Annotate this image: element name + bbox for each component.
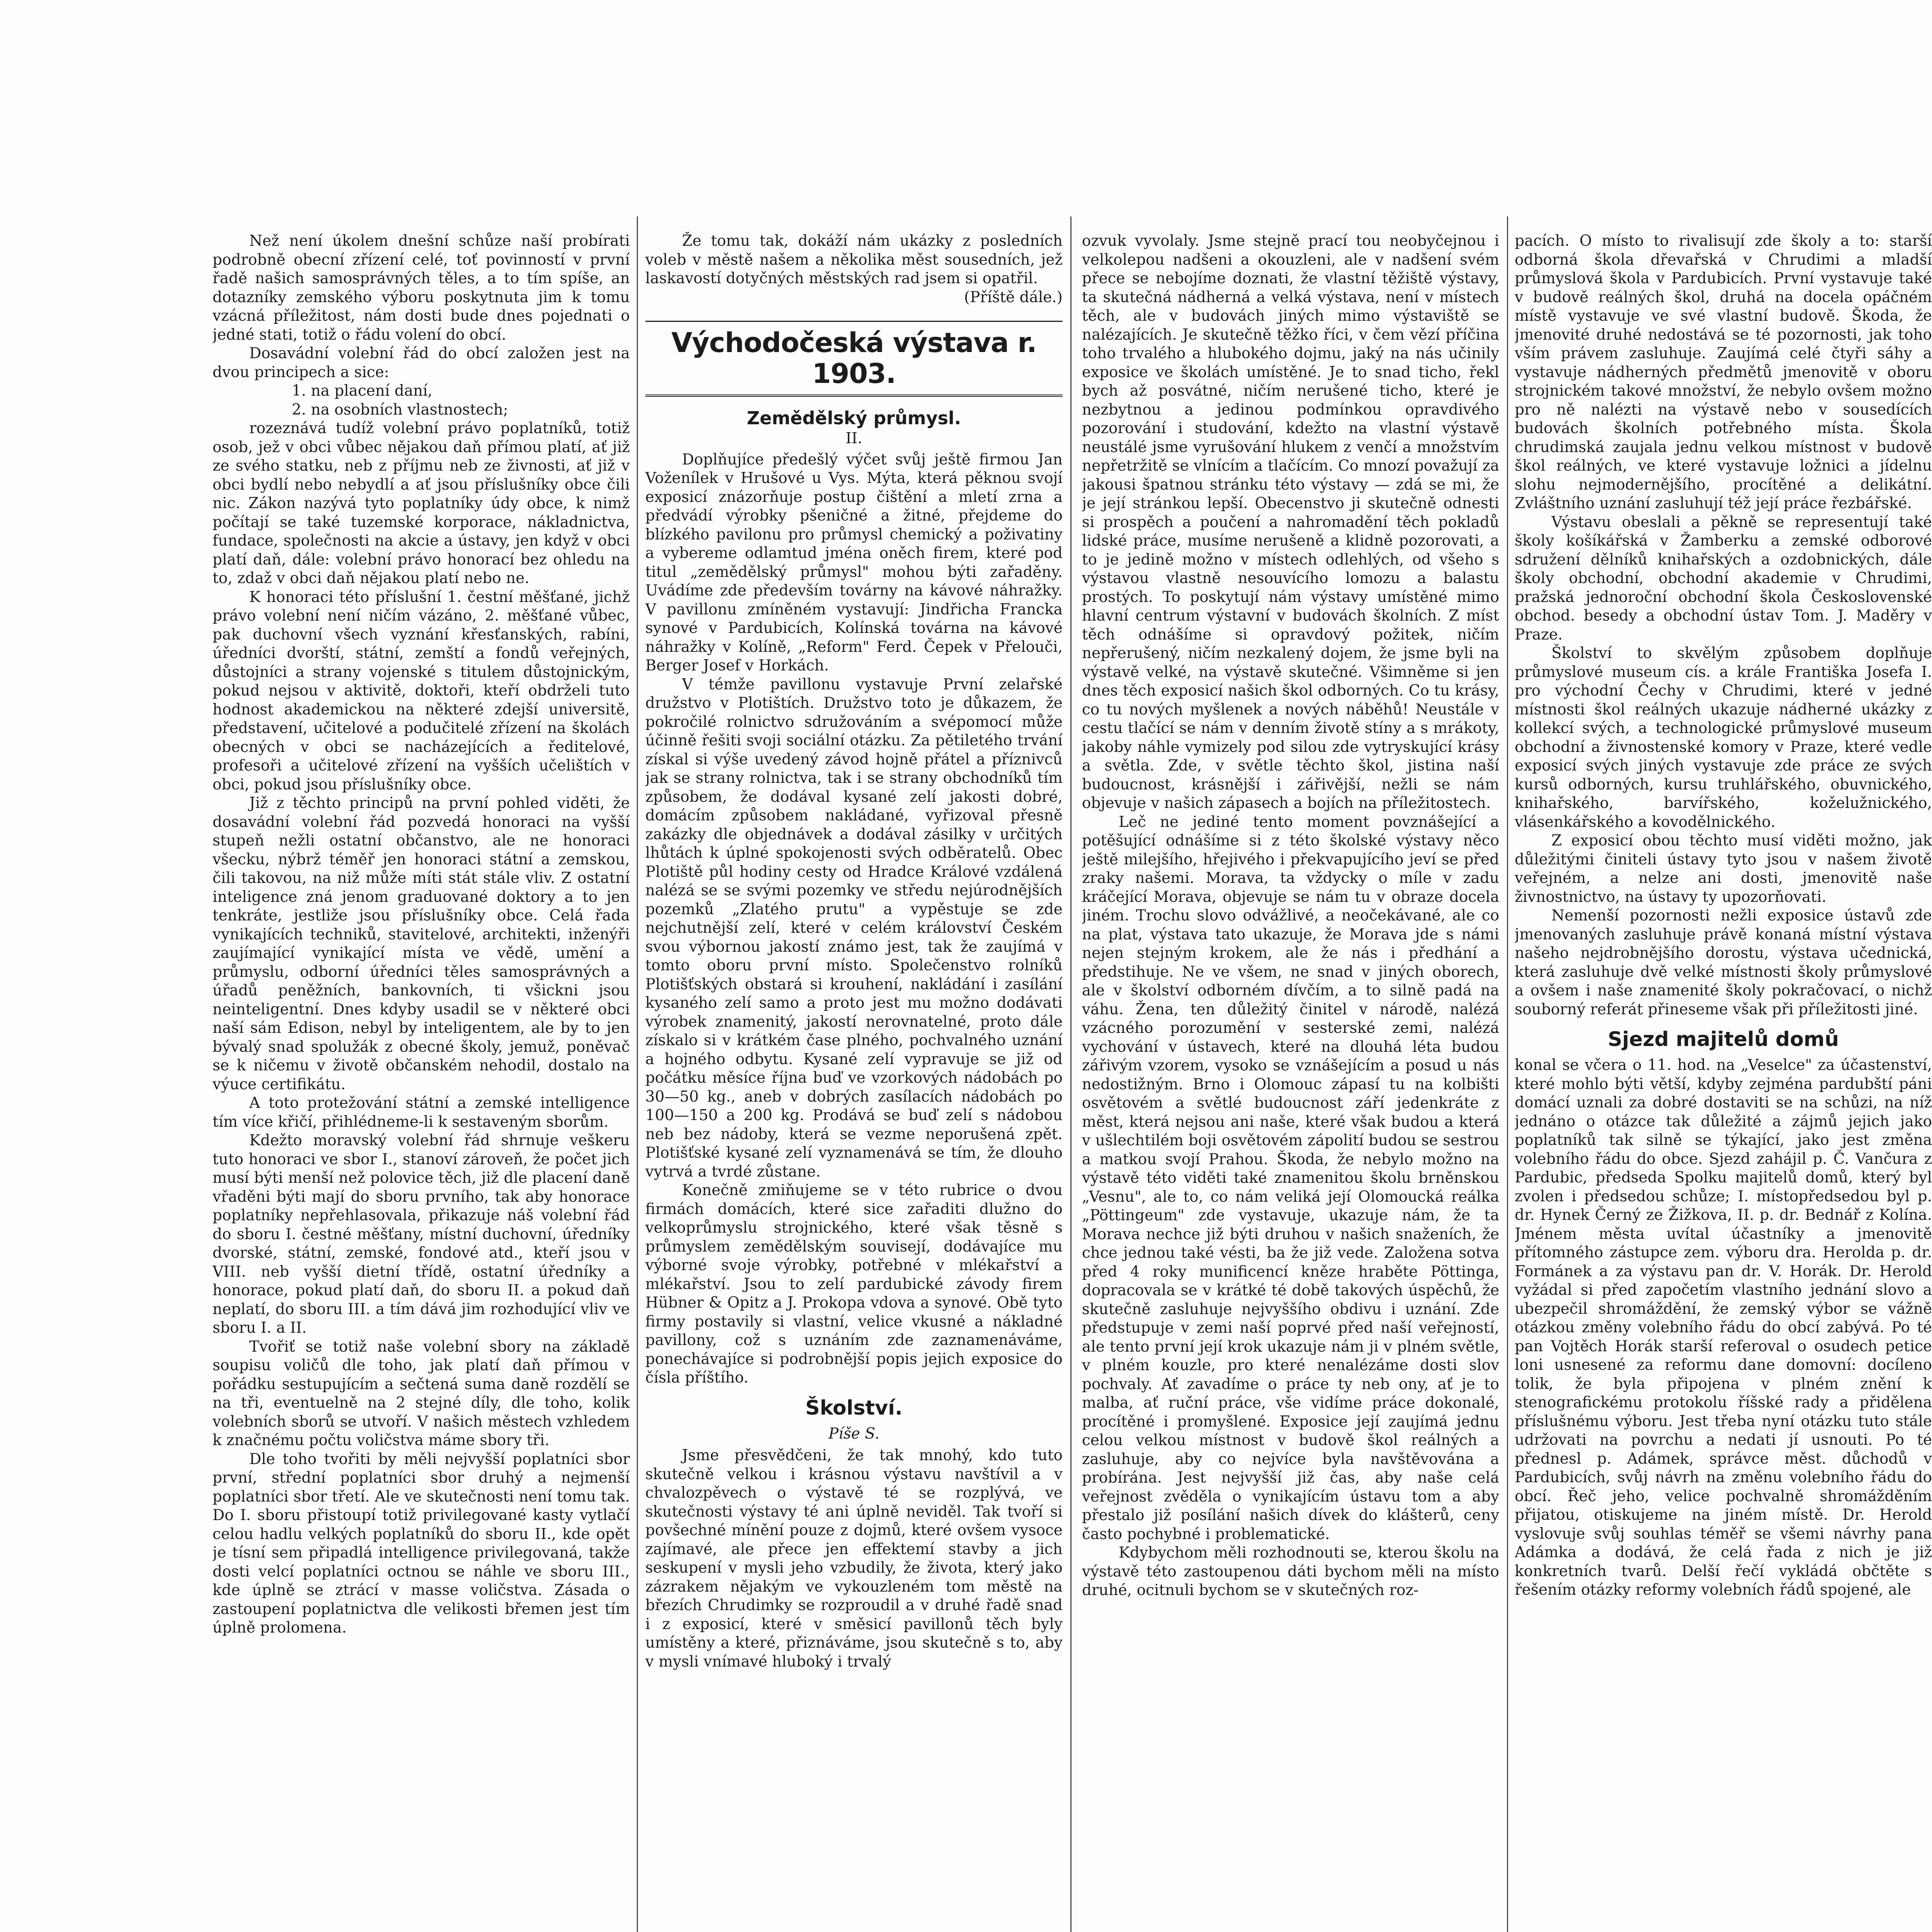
column-rule: [637, 216, 638, 1932]
paragraph: A toto protežování státní a zemské intelligence tím více křičí, přihlédneme-li k sestaveným sborům.: [213, 1094, 630, 1131]
column-rule: [1507, 216, 1508, 1932]
column-1: [213, 232, 630, 1932]
article-heading: Východočeská výstava r. 1903.: [645, 321, 1063, 397]
paragraph: Konečně zmiňujeme se v této rubrice o dvou firmách domácích, které sice zařaditi dlužno do velkoprůmyslu strojnického, které však těsně s průmyslem zemědělským souvisejí, dodávajíce mu výborné svoje výrobky, potřebné v mlékařství a mlékařství. Jsou to zelí pardubické závody firem Hübner & Opitz a J. Prokopa vdova a synové. Obě tyto firmy postavily si vlastní, velice vkusné a nákladné pavillony, což s uznáním zde zaznamenáváme, ponechávajíce si podrobnější popis jejich exposice do čísla příštího.: [645, 1182, 1063, 1386]
paragraph: Jsme přesvědčeni, že tak mnohý, kdo tuto skutečně velkou i krásnou výstavu navštívil a v chvalozpěvech o výstavě té se rozplývá, ve skutečnosti výstavy té ani úplně neviděl. Tak tvoří si povšechné mínění pouze z dojmů, které ovšem vysoce zajímavé, ale přece jen effektemí stavby a jich seskupení v mysli jeho vzbudily, že života, který jako zázrakem nějakým ve vykouzleném tom městě na březích Chrudimky se rozproudil a v druhé řadě snad i z exposicí, které v směsicí pavillonů těch byly umístěny a které, přiznáváme, jsou skutečně s to, aby v mysli vnímavé hluboký i trvalý: [645, 1447, 1063, 1670]
part-number: II.: [845, 430, 862, 447]
paragraph: Již z těchto principů na první pohled viděti, že dosavádní volební řád pozvedá honoraci na vyšší stupeň nežli ostatní občanstvo, ale ne honoraci všecku, nýbrž téměř jen honoraci státní a zemskou, čili takovou, na niž může míti stát stále vliv. Z ostatní inteligence zná jenom graduované doktory a to jen tenkráte, jestliže jsou příslušníky obce. Celá řada vynikajících techniků, stavitelové, architekti, inženýři zaujímající vynikající místa ve vědě, umění a průmyslu, odborní úředníci těles samosprávných a úřadů peněžních, bankovních, ti všickni jsou neinteligentní. Dnes kdyby usadil se v některé obci naší sám Edison, nebyl by inteligentem, ale by to jen bývalý snad spolužák z obecné školy, jemuž, poněvač se k ničemu v životě občanském nehodil, dostalo na výuce certifikátu.: [213, 794, 630, 1093]
paragraph: Dosavádní volební řád do obcí založen jest na dvou principech a sice:: [213, 345, 630, 381]
paragraph: V témže pavillonu vystavuje První zelařské družstvo v Plotištích. Družstvo toto je důkazem, že pokročilé rolnictvo sdružováním a svépomocí může účinně řešiti svoji sociální otázku. Za pětiletého trvání získal si výše uvedený závod hojně přátel a příznivců jak se strany rolnictva, tak i se strany obchodníků tím způsobem, že dodával kysané zelí jakosti dobré, domácím způsobem nakládané, vyřizoval přesně zakázky dle objednávek a dodával zásilky v určitých lhůtách k úplné spokojenosti svých odběratelů. Obec Plotiště půl hodiny cesty od Hradce Králové vzdálená nalézá se se svými pozemky ve středu nejúrodnějších pozemků „Zlatého prutu" a vypěstuje se zde nejchutnější zelí, které v celém království Českém svou výbornou jakostí známo jest, tak že zaujímá v tomto oboru první místo. Společenstvo rolníků Plotišťských obstará si krouhení, nakládání i zasílání kysaného zelí samo a proto jest mu možno dodávati výrobek znamenitý, jakostí nerovnatelné, proto dále získalo si v krátkém čase plného, pochvalného uznání a hojného odbytu. Kysané zelí vypravuje se již od počátku měsíce října buď ve vzorkových nádobách po 30—50 kg., aneb v dobrých zasílacích nádobách po 100—150 a 200 kg. Prodává se buď zelí s nádobou neb bez nádoby, která se vezme neporušená zpět. Plotišťské kysané zelí vyznamenává se tím, že dlouho vytrvá a tvrdé zůstane.: [645, 675, 1063, 1180]
section-heading: Sjezd majitelů domů: [1607, 1028, 1839, 1051]
paragraph: ozvuk vyvolaly. Jsme stejně prací tou neobyčejnou i velkolepou nadšeni a okouzleni, ale v nadšení svém přece se nebojíme doznati, že vlastní těžiště výstavy, ta skutečná nádherná a velká výstava, není v místech těch, ale v budovách jiných mimo výstaviště se nalézajících. Je skutečně těžko říci, v čem vězí příčina toho trvalého a hlubokého dojmu, jaký na nás učinily exposice ve školách umístěné. Je to snad ticho, řekl bych až posvátné, ničím nerušené ticho, které je nezbytnou a jedinou podmínkou opravdivého pozorování i studování, kdežto na vlastní výstavě neustálé jsme vyrušování hlukem z venčí a množstvím nepřetržitě se vlnícím a tlačícím. Co mnozí považují za jakousi špatnou stránku této výstavy — zdá se mi, že je její stránkou lepší. Obecenstvo ji skutečně odnesti si prospěch a poučení a nahromadění těch pokladů lidské práce, musíme nerušeně a klidně pozorovati, a to je jedině možno v místech odlehlých, od všeho s výstavou vlastně nesouvícího lomozu a balastu prostých. To poskytují nám výstavy umístěné mimo hlavní centrum výstavní v budovách školních. Z míst těch odnášíme si opravdový požitek, ničím nepřerušený, ničím nezkalený dojem, že jsme byli na výstavě velké, na výstavě skutečné. Všimněme si jen dnes těch exposicí našich škol odborných. Co tu krásy, co tu nových myšlenek a nových náběhů! Neustále v cestu tlačící se nám v denním životě stíny a s mrákoty, jakoby náhle vymizely pod silou zde vytryskující krásy a světla. Zde, v světle těchto škol, jistina naší budoucnost, krásnější i zářivější, nežli se nám objevuje v našich zápasech a bojích na příležitostech.: [1082, 232, 1499, 812]
byline: Píše S.: [828, 1425, 879, 1442]
paragraph: Že tomu tak, dokáží nám ukázky z posledních voleb v městě našem a několika měst sousedních, jež laskavostí dotyčných městských rad jsem si opatřil.: [645, 232, 1063, 287]
article-subheading: Zemědělský průmysl.: [747, 408, 961, 429]
paragraph: konal se včera o 11. hod. na „Veselce" za účastenství, které mohlo býti větší, kdyby zejména pardubští páni domácí uznali za dobré dostaviti se na schůzi, na níž jednáno o otázce tak důležité a zájmů jejich jako poplatníků tak silně se týkající, jako jest změna volebního řádu do obce. Sjezd zahájil p. Č. Vančura z Pardubic, předseda Spolku majitelů domů, který byl zvolen i předsedou schůze; I. místopředsedou byl p. dr. Hynek Černý ze Žižkova, II. p. dr. Bednář z Kolína. Jménem města uvítal účastníky a jmenovitě přítomného zástupce zem. výboru dra. Herolda p. dr. Formánek a za výstavu pan dr. V. Horák. Dr. Herold vyžádal si před započetím vlastního jednání slovo a ubezpečil shromáždění, že zemský výbor se vážně otázkou změny volebního řádu do obcí zabývá. Po té pan Vojtěch Horák starší referoval o osudech petice loni usnesené za reformu dane domovní: docíleno tolik, že byla připojena v plném znění k stenografickému protokolu říšské rady a přidělena příslušnému výboru. Jest třeba nyní otázku tuto stále udržovati na povrchu a nedati jí usnouti. Po té přednesl p. Adámek, správce měst. důchodů v Pardubicích, svůj návrh na změnu volebního řádu do obcí. Řeč jeho, velice pochvalně shromážděním přijatou, otiskujeme na jiném místě. Dr. Herold vyslovuje svůj souhlas téměř se všemi návrhy pana Adámka a dodává, že celá řada z nich je již konkretních tvarů. Delší řečí vykládá občtěte s řešením otázky reformy volebních řádů spojené, ale: [1515, 1056, 1932, 1599]
paragraph: Leč ne jediné tento moment povznášející a potěšující odnášíme si z této školské výstavy něco ještě milejšího, hřejivého i překvapujícího jeví se před zraky našemi. Morava, ta vždycky o míle v zadu kráčející Morava, objevuje se nám tu v obraze docela jiném. Trochu slovo odvážlivé, a neočekávané, ale co na plat, výstava tato ukazuje, že Morava jde s námi nejen stejným krokem, ale že nás i předhání a předstihuje. Ne ve všem, ne snad v jiných oborech, ale v školství odborném dívčím, a to silně padá na váhu. Žena, ten důležitý činitel v národě, nalézá vzácného porozumění v sesterské zemi, nalézá vychování v ústavech, které na dlouhá léta budou zářivým vzorem, vysoko se vznášejícím a posud u nás nedostižným. Brno i Olomouc zápasí tu na kolbišti osvětovém a světlé budoucnost září jedenkráte z měst, která nejsou ani naše, které však budou a která v ušlechtilém boji osvětovém zápolití budou se sestrou a matkou svojí Prahou. Škoda, že nebylo možno na výstavě této viděti také znamenitou školu brněnskou „Vesnu", ale to, co nám veliká její Olomoucká reálka „Pöttingeum" zde vystavuje, ukazuje nám, že ta Morava nechce již býti druhou v našich snaženích, že chce jednou také vésti, ba že již vede. Založena sotva před 4 roky munificencí kněze hraběte Pöttinga, dopracovala se v krátké té době takových úspěchů, že skutečně zasluhuje nejvyššího obdivu i uznání. Zde předstupuje v zemi naší poprvé před naší veřejností, ale tento první její krok ukazuje nám ji v plném světle, v plném kouzle, pro které nenalézáme dosti slov pochvaly. Ať zavadíme o práce ty neb ony, ať je to malba, ať ruční práce, vše vidíme práce dokonalé, procítěné i promyšlené. Exposice její zaujímá jednu celou velkou místnost v budově škol reálných a zasluhuje, aby co nejvíce byla navštěvována a probírána. Jest nejvyšší již čas, aby naše celá veřejnost zvěděla o vynikajícím ústavu tom a aby přestalo již posílání našich dívek do klášterů, ceny často pochybné i problematické.: [1082, 813, 1499, 1543]
paragraph: Výstavu obeslali a pěkně se representují také školy košíkářská v Žamberku a zemské odborové sdružení dělníků knihařských a ozdobnických, dále školy obchodní, obchodní akademie v Chrudimi, pražská jednoroční obchodní škola Československé obchod. besedy a obchodní ústav Tom. J. Maděry v Praze.: [1515, 513, 1932, 643]
column-4: [1515, 232, 1932, 1932]
paragraph: Tvořiť se totiž naše volební sbory na základě soupisu voličů dle toho, jak platí daň přímou v pořádku sestupujícím a sečtená suma daně rozdělí se na tři, eventuelně na 2 stejné díly, dle toho, kolik volebních sborů se utvoří. V našich městech vzhledem k značnému počtu voličstva máme sbory tři.: [213, 1338, 630, 1449]
paragraph: Z exposicí obou těchto musí viděti možno, jak důležitými činiteli ústavy tyto jsou v našem životě veřejném, a nelze ani dosti, jmenovitě naše živnostnictvo, na ústavy ty upozorňovati.: [1515, 832, 1932, 906]
column-3: [1082, 232, 1499, 1932]
paragraph: Školství to skvělým způsobem doplňuje průmyslové museum cís. a krále Františka Josefa I. pro východní Čechy v Chrudimi, které v jedné místnosti škol reálných ukazuje nádherné ukázky z kollekcí svých, a technologické průmyslové museum obchodní a živnostenské komory v Praze, které vedle exposicí svých jiných vystavuje zde práce ze svých kursů odborných, kursu truhlářského, obuvnického, knihařského, barvířského, koželužnického, vlásenkářského a kovodělnického.: [1515, 645, 1932, 831]
list-item: 2. na osobních vlastnostech;: [292, 401, 509, 418]
paragraph: pacích. O místo to rivalisují zde školy a to: starší odborná škola dřevařská v Chrudimi a mladší průmyslová škola v Pardubicích. První vystavuje také v budově reálných škol, druhá na docela opáčném místě vystavuje ve své vlastní budově. Škoda, že jmenovité druhé nedostává se té pozornosti, jak toho vším právem zasluhuje. Zaujímá celé čtyři sáhy a vystavuje nádherných předmětů jmenovitě v oboru strojnickém takové množství, že nebylo ovšem možno pro ně nalézti na výstavě nebo v sousedících budovách školních potřebného místa. Škola chrudimská zaujala jednu velkou místnost v budově škol reálných, ve které vystavuje ložnici a jídelnu slohu nejmodernějšího, procítěné a delikátní. Zvláštního uznání zasluhují též její práce řezbářské.: [1515, 232, 1932, 512]
paragraph: Doplňujíce předešlý výčet svůj ještě firmou Jan Voženílek v Hrušové u Vys. Mýta, která pěknou svojí exposicí znázorňuje postup čištění a mletí zrna a předvádí výrobky pšeničné a žitné, přejdeme do blízkého pavilonu pro průmysl chemický a poživatiny a vybereme odlamtud jména oněch firem, které pod titul „zemědělský průmysl" mohou býti zařaděny. Uvádíme zde především továrny na kávové náhražky. V pavillonu zmíněném vystavují: Jindřicha Francka synové v Pardubicích, Kolínská továrna na kávové náhražky v Kolíně, „Reform" Ferd. Čepek v Přelouči, Berger Josef v Horkách.: [645, 451, 1063, 674]
paragraph: K honoraci této příslušní 1. čestní měšťané, jichž právo volební není ničím vázáno, 2. měšťané vůbec, pak duchovní všech vyznání křesťanských, rabíni, úředníci dvorští, státní, zemští a fondů veřejných, důstojníci a strany vojenské s titulem důstojnickým, pokud nejsou v aktivitě, doktoři, kteří obdrželi tuto hodnost akademickou na některé zdejší universitě, představení, učitelové a podučitelé zřízení na školách obecných v obci se nacházejících a ředitelové, profesoři a učitelové zřízení na vyšších učelištích v obci, pokud jsou příslušníky obce.: [213, 588, 630, 793]
continued-note: (Příště dále.): [964, 288, 1063, 306]
paragraph: Dle toho tvořiti by měli nejvyšší poplatníci sbor první, střední poplatníci sbor druhý a nejmenší poplatníci sbor třetí. Ale ve skutečnosti není tomu tak. Do I. sboru přistoupí totiž privilegované kasty vytlačí celou hadlu velkých poplatníků do sboru II., kde opět je tísní sem připadlá intelligence privilegovaná, takže dosti velcí poplatníci octnou se náhle ve sboru III., kde úplně se ztrácí v masse voličstva. Zásada o zastoupení poplatnictva dle velikosti břemen jest tím úplně prolomena.: [213, 1450, 630, 1636]
paragraph: Než není úkolem dnešní schůze naší probírati podrobně obecní zřízení celé, toť povinností v první řadě našich samosprávných těles, a to tím spíše, an dotazníky zemského výboru poskytnuta jim k tomu vzácná příležitost, nám dosti bude dnes pojednati o jedné stati, totiž o řádu volení do obcí.: [213, 232, 630, 344]
column-rule: [1070, 216, 1071, 1932]
list-item: 1. na placení daní,: [292, 382, 433, 400]
column-2: [645, 232, 1063, 1932]
paragraph: Kdybychom měli rozhodnouti se, kterou školu na výstavě této zastoupenou dáti bychom měli na místo druhé, ocitnuli bychom se v skutečných roz-: [1082, 1544, 1499, 1599]
paragraph: rozeznává tudíž volební právo poplatníků, totiž osob, jež v obci vůbec nějakou daň přímou platí, ať již ze svého statku, neb z příjmu neb ze živnosti, ať již v obci bydlí nebo nebydlí a ať jsou příslušníky obce čili nic. Zákon nazývá tyto poplatníky údy obce, k nimž počítají se také tuzemské korporace, nákladnictva, fundace, společnosti na akcie a ústavy, jen když v obci platí daň, dále: volební právo honorací bez ohledu na to, zdaž v obci daň nějakou platí nebo ne.: [213, 420, 630, 587]
paragraph: Kdežto moravský volební řád shrnuje veškeru tuto honoraci ve sbor I., stanoví zároveň, že počet jich musí býti menší než polovice těch, již dle placení daně vřaděni býti mají do sboru prvního, tak aby honorace poplatníky nepřehlasovala, přikazuje náš volební řád do sboru I. čestné měšťany, místní duchovní, úředníky dvorské, státní, zemské, fondové atd., kteří jsou v VIII. neb vyšší dietní třídě, ostatní úředníky a honorace, pokud platí daň, do sboru II. a pokud daň neplatí, do sboru III. a tím dává jim rozhodující vliv ve sboru I. a II.: [213, 1132, 630, 1337]
section-heading: Školství.: [805, 1396, 903, 1420]
paragraph: Nemenší pozornosti nežli exposice ústavů zde jmenovaných zasluhuje právě konaná místní výstava našeho nejdrobnějšího dorostu, výstava učednická, která zasluhuje dvě velké místnosti školy průmyslové a ovšem i naše znamenité školy pokračovací, o nichž souborný referát přineseme však při příležitosti jiné.: [1515, 907, 1932, 1018]
